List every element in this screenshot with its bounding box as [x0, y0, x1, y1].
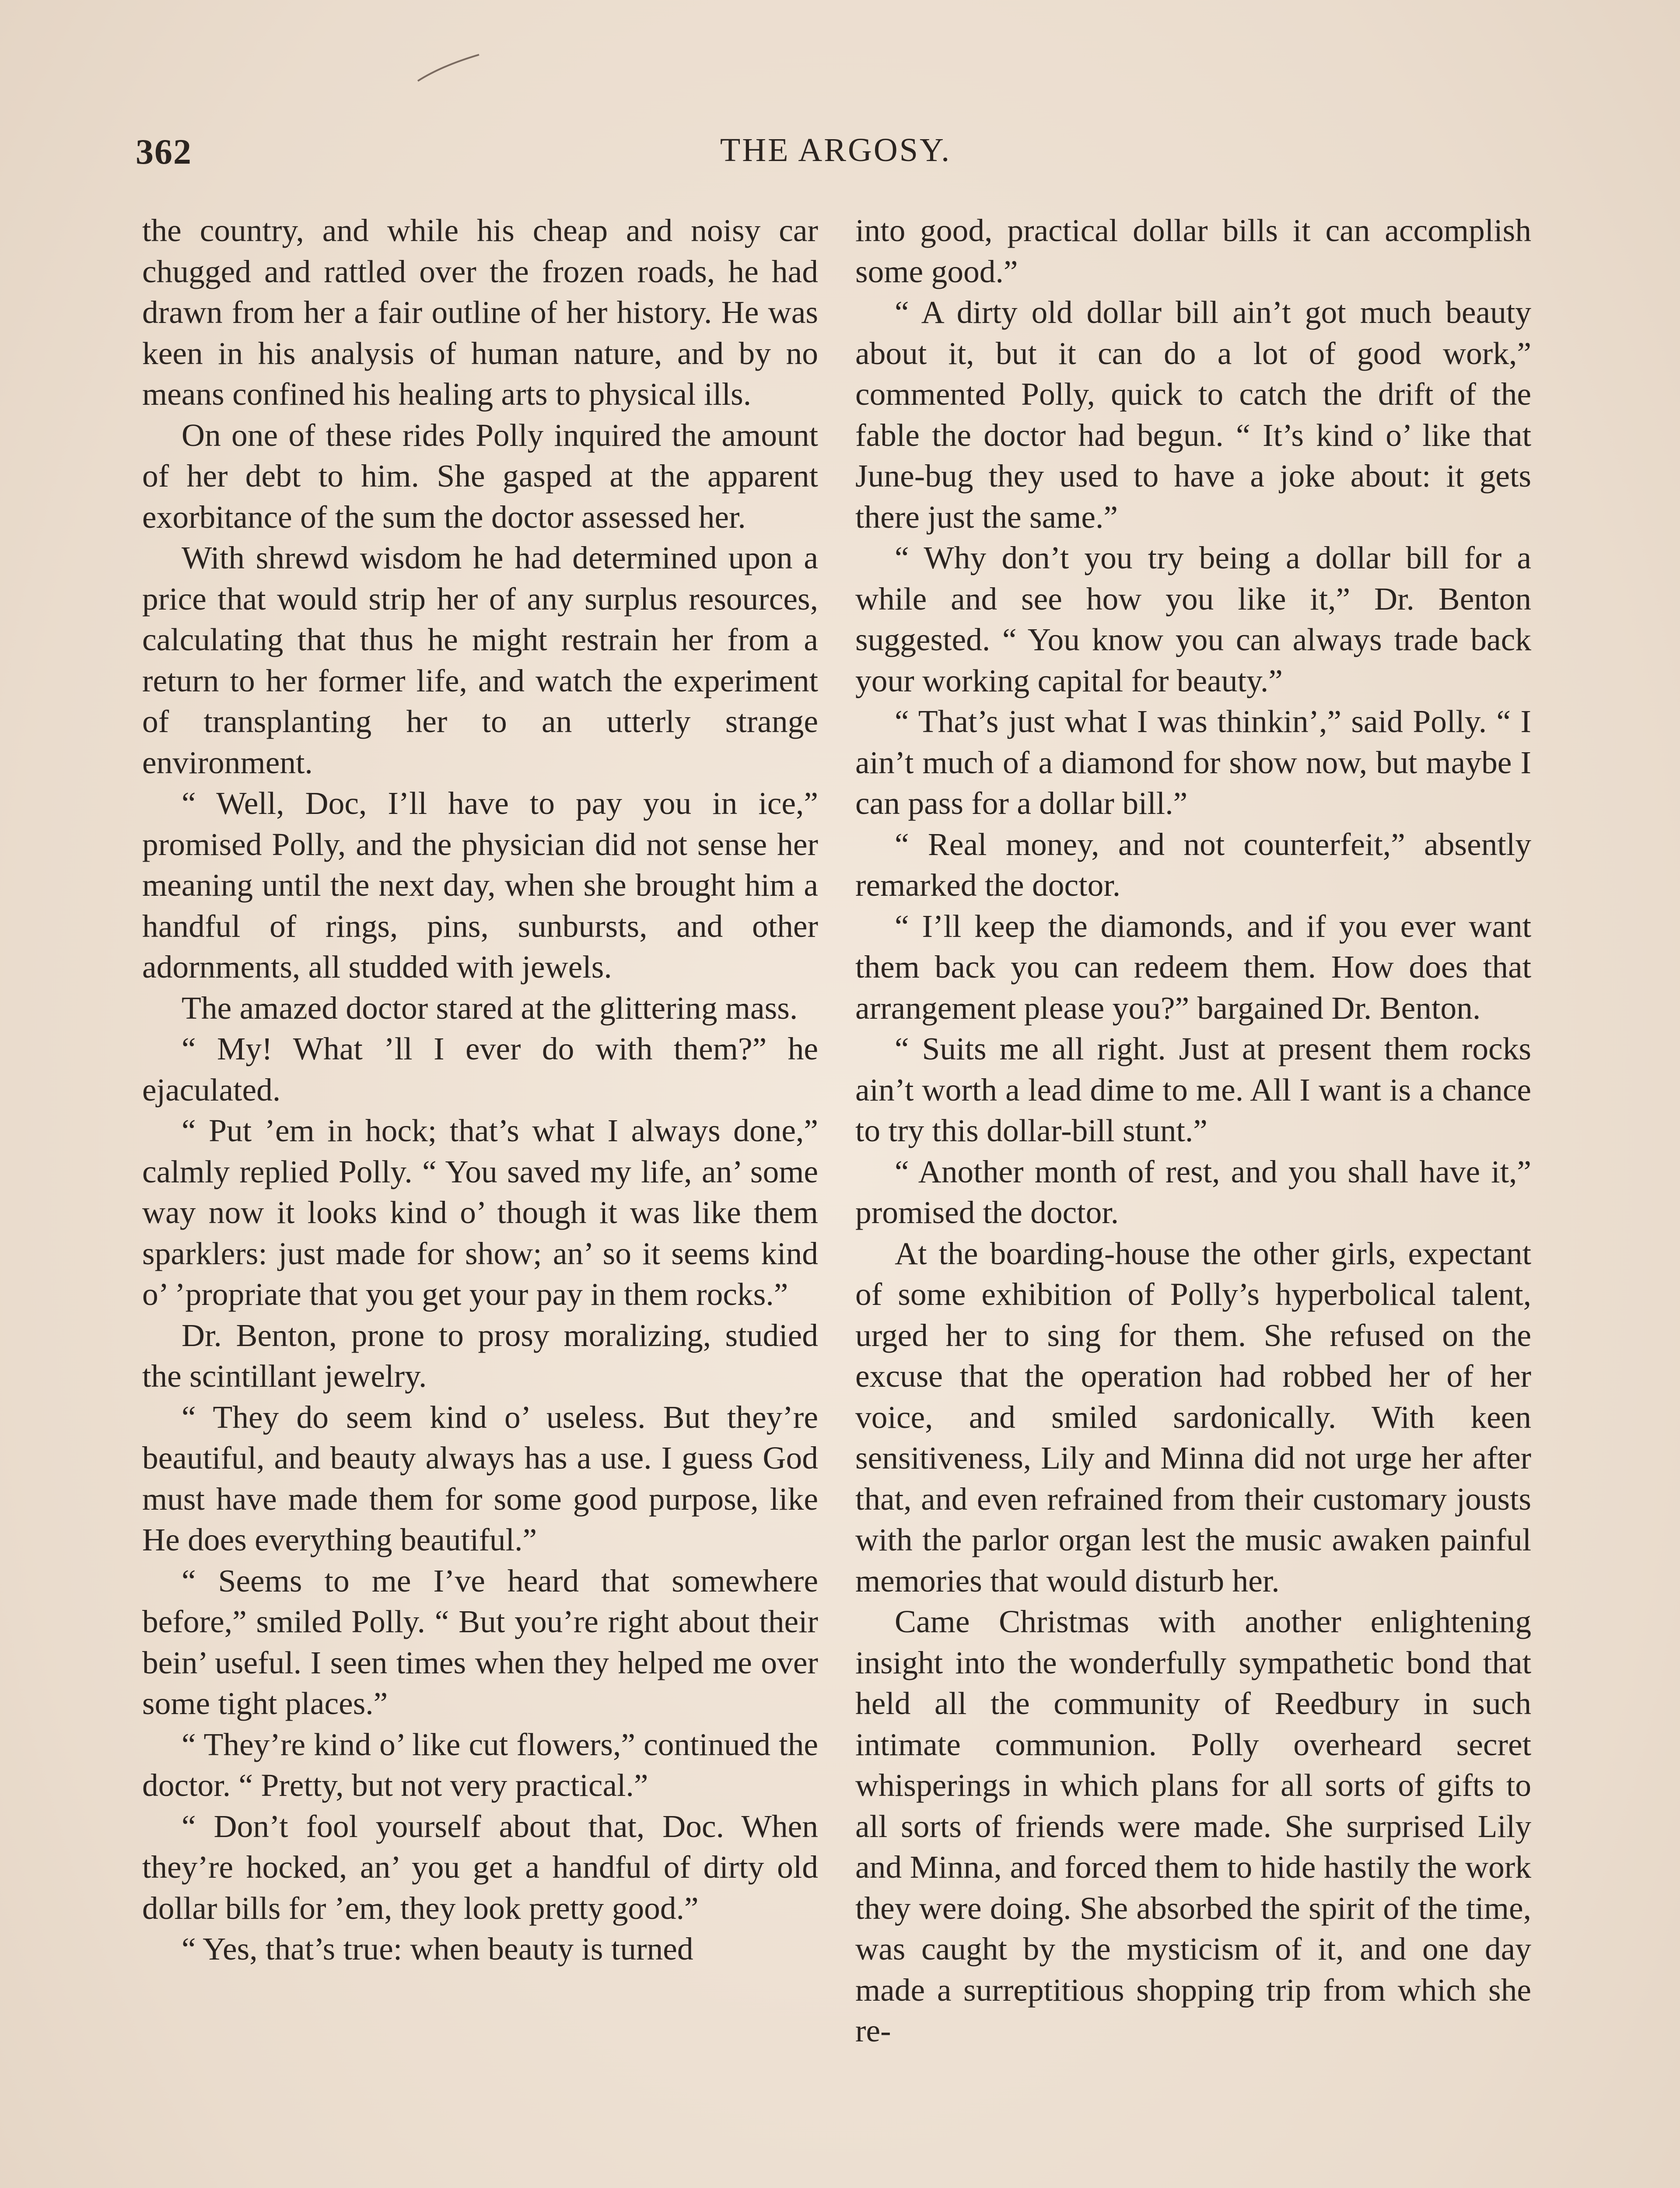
page-number: 362	[136, 132, 192, 172]
right-column	[855, 210, 1531, 2051]
paragraph: Dr. Benton, prone to prosy moralizing, studied the scintillant jewelry.	[142, 1317, 818, 1394]
paragraph: Came Christmas with another enlightening insight into the wonderfully sympathetic bond that held all the community of Reedbury in such intimate communion. Polly overheard secret whisperings in which plans for all sorts of gifts to all sorts of friends were made. She surprised Lily and Minna, and forced them to hide hastily the work they were doing. She absorbed the spirit of the time, was caught by the mysticism of it, and one day made a surreptitious shopping trip from which she re-	[855, 1604, 1531, 2048]
paragraph: the country, and while his cheap and noisy car chugged and rattled over the frozen roads, he had drawn from her a fair outline of her history. He was keen in his analysis of human nature, and by no means confined his healing arts to physical ills.	[142, 213, 818, 412]
paragraph: “ A dirty old dollar bill ain’t got much beauty about it, but it can do a lot of good work,” commented Polly, quick to catch the drift of the fable the doctor had begun. “ It’s kind o’ like that June-bug they used to have a joke about: it gets there just the same.”	[855, 295, 1531, 535]
paragraph: “ I’ll keep the diamonds, and if you ever want them back you can redeem them. How does that arrangement please you?” bargained Dr. Benton.	[855, 908, 1531, 1026]
paragraph: “ Yes, that’s true: when beauty is turned	[182, 1931, 693, 1967]
paragraph: “ Well, Doc, I’ll have to pay you in ice,” promised Polly, and the physician did not sense her meaning until the next day, when she brought him a handful of rings, pins, sunbursts, and other adornments, all studded with jewels.	[142, 785, 818, 985]
paragraph: On one of these rides Polly inquired the amount of her debt to him. She gasped at the apparent exorbitance of the sum the doctor assessed her.	[142, 417, 818, 535]
page-header	[136, 131, 1536, 184]
paragraph: into good, practical dollar bills it can accomplish some good.”	[855, 213, 1531, 289]
paragraph: “ My! What ’ll I ever do with them?” he ejaculated.	[142, 1031, 818, 1108]
paragraph: “ That’s just what I was thinkin’,” said Polly. “ I ain’t much of a diamond for show now, but maybe I can pass for a dollar bill.”	[855, 704, 1531, 821]
paragraph: With shrewd wisdom he had determined upon a price that would strip her of any surplus resources, calculating that thus he might restrain her from a return to her former life, and watch the experiment of transplanting her to an utterly strange environment.	[142, 540, 818, 780]
paragraph: “ Why don’t you try being a dollar bill for a while and see how you like it,” Dr. Benton suggested. “ You know you can always trade back your working capital for beauty.”	[855, 540, 1531, 698]
paragraph: “ Real money, and not counterfeit,” absently remarked the doctor.	[855, 826, 1531, 903]
paragraph: “ Put ’em in hock; that’s what I always done,” calmly replied Polly. “ You saved my life, an’ some way now it looks kind o’ though it was like them sparklers: just made for show; an’ so it seems kind o’ ’propriate that you get your pay in them rocks.”	[142, 1113, 818, 1312]
paragraph: “ Seems to me I’ve heard that somewhere before,” smiled Polly. “ But you’re right about their bein’ useful. I seen times when they helped me over some tight places.”	[142, 1563, 818, 1721]
paragraph: The amazed doctor stared at the glittering mass.	[182, 990, 798, 1026]
paragraph: At the boarding-house the other girls, expectant of some exhibition of Polly’s hyperbolical talent, urged her to sing for them. She refused on the excuse that the operation had robbed her of her voice, and smiled sardonically. With keen sensitiveness, Lily and Minna did not urge her after that, and even refrained from their customary jousts with the parlor organ lest the music awaken painful memories that would disturb her.	[855, 1235, 1531, 1599]
paragraph: “ They do seem kind o’ useless. But they’re beautiful, and beauty always has a use. I guess God must have made them for some good purpose, like He does everything beautiful.”	[142, 1399, 818, 1557]
left-column	[142, 210, 818, 1970]
paragraph: “ Another month of rest, and you shall have it,” promised the doctor.	[855, 1154, 1531, 1230]
running-title: THE ARGOSY.	[720, 132, 952, 168]
pen-mark	[416, 53, 481, 83]
paragraph: “ They’re kind o’ like cut flowers,” continued the doctor. “ Pretty, but not very practical.”	[142, 1726, 818, 1803]
paragraph: “ Don’t fool yourself about that, Doc. When they’re hocked, an’ you get a handful of dirty old dollar bills for ’em, they look pretty good.”	[142, 1808, 818, 1926]
paragraph: “ Suits me all right. Just at present them rocks ain’t worth a lead dime to me. All I want is a chance to try this dollar-bill stunt.”	[855, 1031, 1531, 1148]
